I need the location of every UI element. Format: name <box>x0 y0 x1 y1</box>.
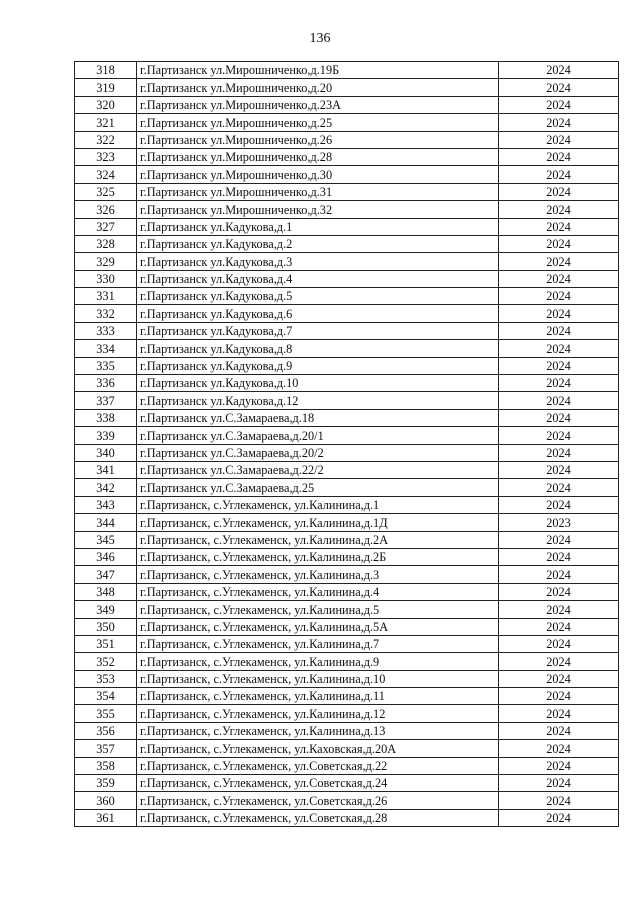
table-row <box>75 392 619 409</box>
year-cell: 2024 <box>499 340 619 357</box>
table-row <box>75 670 619 687</box>
row-number-cell: 359 <box>75 775 137 792</box>
address-cell: г.Партизанск ул.Мирошниченко,д.26 <box>137 131 499 148</box>
table-row <box>75 322 619 339</box>
year-cell: 2024 <box>499 270 619 287</box>
year-cell: 2024 <box>499 131 619 148</box>
year-cell: 2024 <box>499 201 619 218</box>
row-number-cell: 328 <box>75 235 137 252</box>
address-cell: г.Партизанск ул.Мирошниченко,д.28 <box>137 148 499 165</box>
address-cell: г.Партизанск, с.Углекаменск, ул.Калинина,д.3 <box>137 566 499 583</box>
address-cell: г.Партизанск, с.Углекаменск, ул.Калинина,д.4 <box>137 583 499 600</box>
address-cell: г.Партизанск ул.Кадукова,д.9 <box>137 357 499 374</box>
year-cell: 2024 <box>499 688 619 705</box>
row-number-cell: 324 <box>75 166 137 183</box>
address-cell: г.Партизанск ул.Кадукова,д.5 <box>137 288 499 305</box>
address-cell: г.Партизанск ул.Кадукова,д.2 <box>137 235 499 252</box>
address-cell: г.Партизанск, с.Углекаменск, ул.Калинина,д.11 <box>137 688 499 705</box>
table-row <box>75 270 619 287</box>
year-cell: 2024 <box>499 705 619 722</box>
row-number-cell: 318 <box>75 62 137 79</box>
table-row <box>75 531 619 548</box>
year-cell: 2024 <box>499 479 619 496</box>
year-cell: 2024 <box>499 653 619 670</box>
year-cell: 2024 <box>499 618 619 635</box>
row-number-cell: 352 <box>75 653 137 670</box>
year-cell: 2024 <box>499 635 619 652</box>
row-number-cell: 322 <box>75 131 137 148</box>
address-cell: г.Партизанск ул.Кадукова,д.12 <box>137 392 499 409</box>
year-cell: 2024 <box>499 496 619 513</box>
address-cell: г.Партизанск ул.Кадукова,д.6 <box>137 305 499 322</box>
row-number-cell: 357 <box>75 740 137 757</box>
table-row <box>75 375 619 392</box>
row-number-cell: 326 <box>75 201 137 218</box>
table-row <box>75 635 619 652</box>
year-cell: 2024 <box>499 392 619 409</box>
table-row <box>75 461 619 478</box>
address-cell: г.Партизанск ул.Мирошниченко,д.25 <box>137 114 499 131</box>
address-cell: г.Партизанск ул.С.Замараева,д.20/1 <box>137 427 499 444</box>
row-number-cell: 343 <box>75 496 137 513</box>
address-cell: г.Партизанск, с.Углекаменск, ул.Калинина,д.5А <box>137 618 499 635</box>
year-cell: 2024 <box>499 253 619 270</box>
address-cell: г.Партизанск ул.С.Замараева,д.20/2 <box>137 444 499 461</box>
address-cell: г.Партизанск, с.Углекаменск, ул.Калинина,д.13 <box>137 722 499 739</box>
table-row <box>75 253 619 270</box>
year-cell: 2023 <box>499 514 619 531</box>
address-cell: г.Партизанск, с.Углекаменск, ул.Калинина,д.10 <box>137 670 499 687</box>
year-cell: 2024 <box>499 444 619 461</box>
address-cell: г.Партизанск ул.С.Замараева,д.22/2 <box>137 461 499 478</box>
address-cell: г.Партизанск, с.Углекаменск, ул.Калинина,д.7 <box>137 635 499 652</box>
row-number-cell: 351 <box>75 635 137 652</box>
row-number-cell: 321 <box>75 114 137 131</box>
table-row <box>75 479 619 496</box>
year-cell: 2024 <box>499 183 619 200</box>
year-cell: 2024 <box>499 305 619 322</box>
year-cell: 2024 <box>499 722 619 739</box>
row-number-cell: 330 <box>75 270 137 287</box>
row-number-cell: 346 <box>75 548 137 565</box>
table-row <box>75 809 619 826</box>
table-row <box>75 96 619 113</box>
table-row <box>75 114 619 131</box>
year-cell: 2024 <box>499 96 619 113</box>
address-cell: г.Партизанск, с.Углекаменск, ул.Калинина,д.12 <box>137 705 499 722</box>
row-number-cell: 347 <box>75 566 137 583</box>
table-row <box>75 705 619 722</box>
table-row <box>75 131 619 148</box>
address-cell: г.Партизанск, с.Углекаменск, ул.Советская,д.26 <box>137 792 499 809</box>
table-row <box>75 548 619 565</box>
table-row <box>75 148 619 165</box>
table-row <box>75 444 619 461</box>
table-row <box>75 688 619 705</box>
address-cell: г.Партизанск ул.Мирошниченко,д.23А <box>137 96 499 113</box>
row-number-cell: 335 <box>75 357 137 374</box>
address-cell: г.Партизанск, с.Углекаменск, ул.Советская,д.24 <box>137 775 499 792</box>
address-cell: г.Партизанск ул.Кадукова,д.3 <box>137 253 499 270</box>
address-cell: г.Партизанск ул.Кадукова,д.10 <box>137 375 499 392</box>
row-number-cell: 323 <box>75 148 137 165</box>
table-row <box>75 166 619 183</box>
row-number-cell: 320 <box>75 96 137 113</box>
year-cell: 2024 <box>499 792 619 809</box>
table-row <box>75 62 619 79</box>
row-number-cell: 353 <box>75 670 137 687</box>
year-cell: 2024 <box>499 218 619 235</box>
row-number-cell: 333 <box>75 322 137 339</box>
address-table <box>74 61 619 827</box>
row-number-cell: 337 <box>75 392 137 409</box>
row-number-cell: 331 <box>75 288 137 305</box>
year-cell: 2024 <box>499 583 619 600</box>
table-row <box>75 618 619 635</box>
row-number-cell: 338 <box>75 409 137 426</box>
row-number-cell: 319 <box>75 79 137 96</box>
address-cell: г.Партизанск, с.Углекаменск, ул.Калинина,д.1 <box>137 496 499 513</box>
table-row <box>75 496 619 513</box>
year-cell: 2024 <box>499 62 619 79</box>
address-cell: г.Партизанск ул.Мирошниченко,д.31 <box>137 183 499 200</box>
address-cell: г.Партизанск, с.Углекаменск, ул.Калинина,д.2Б <box>137 548 499 565</box>
row-number-cell: 358 <box>75 757 137 774</box>
year-cell: 2024 <box>499 322 619 339</box>
address-cell: г.Партизанск ул.Кадукова,д.7 <box>137 322 499 339</box>
row-number-cell: 339 <box>75 427 137 444</box>
address-cell: г.Партизанск ул.С.Замараева,д.18 <box>137 409 499 426</box>
table-row <box>75 583 619 600</box>
year-cell: 2024 <box>499 531 619 548</box>
year-cell: 2024 <box>499 775 619 792</box>
year-cell: 2024 <box>499 79 619 96</box>
address-cell: г.Партизанск, с.Углекаменск, ул.Каховская,д.20А <box>137 740 499 757</box>
year-cell: 2024 <box>499 601 619 618</box>
address-cell: г.Партизанск, с.Углекаменск, ул.Советская,д.28 <box>137 809 499 826</box>
table-row <box>75 235 619 252</box>
row-number-cell: 356 <box>75 722 137 739</box>
year-cell: 2024 <box>499 235 619 252</box>
year-cell: 2024 <box>499 375 619 392</box>
row-number-cell: 349 <box>75 601 137 618</box>
address-cell: г.Партизанск, с.Углекаменск, ул.Калинина,д.9 <box>137 653 499 670</box>
table-row <box>75 201 619 218</box>
address-cell: г.Партизанск ул.Мирошниченко,д.32 <box>137 201 499 218</box>
year-cell: 2024 <box>499 427 619 444</box>
table-row <box>75 514 619 531</box>
table-row <box>75 357 619 374</box>
page-number: 136 <box>309 31 331 46</box>
table-row <box>75 566 619 583</box>
row-number-cell: 341 <box>75 461 137 478</box>
table-row <box>75 722 619 739</box>
table-row <box>75 340 619 357</box>
table-row <box>75 183 619 200</box>
year-cell: 2024 <box>499 288 619 305</box>
address-cell: г.Партизанск, с.Углекаменск, ул.Калинина,д.2А <box>137 531 499 548</box>
table-row <box>75 218 619 235</box>
address-table-body <box>75 62 619 827</box>
table-row <box>75 288 619 305</box>
year-cell: 2024 <box>499 409 619 426</box>
address-cell: г.Партизанск ул.Кадукова,д.4 <box>137 270 499 287</box>
row-number-cell: 332 <box>75 305 137 322</box>
table-row <box>75 740 619 757</box>
table-row <box>75 427 619 444</box>
table-row <box>75 601 619 618</box>
row-number-cell: 327 <box>75 218 137 235</box>
table-row <box>75 792 619 809</box>
row-number-cell: 354 <box>75 688 137 705</box>
year-cell: 2024 <box>499 357 619 374</box>
year-cell: 2024 <box>499 757 619 774</box>
row-number-cell: 342 <box>75 479 137 496</box>
row-number-cell: 325 <box>75 183 137 200</box>
table-row <box>75 653 619 670</box>
row-number-cell: 340 <box>75 444 137 461</box>
year-cell: 2024 <box>499 566 619 583</box>
address-cell: г.Партизанск ул.Мирошниченко,д.19Б <box>137 62 499 79</box>
address-cell: г.Партизанск ул.Мирошниченко,д.20 <box>137 79 499 96</box>
table-row <box>75 409 619 426</box>
address-cell: г.Партизанск ул.Кадукова,д.8 <box>137 340 499 357</box>
row-number-cell: 345 <box>75 531 137 548</box>
address-cell: г.Партизанск ул.Кадукова,д.1 <box>137 218 499 235</box>
year-cell: 2024 <box>499 166 619 183</box>
row-number-cell: 348 <box>75 583 137 600</box>
row-number-cell: 336 <box>75 375 137 392</box>
address-cell: г.Партизанск ул.Мирошниченко,д.30 <box>137 166 499 183</box>
row-number-cell: 350 <box>75 618 137 635</box>
address-cell: г.Партизанск, с.Углекаменск, ул.Калинина,д.5 <box>137 601 499 618</box>
year-cell: 2024 <box>499 740 619 757</box>
row-number-cell: 329 <box>75 253 137 270</box>
year-cell: 2024 <box>499 548 619 565</box>
row-number-cell: 355 <box>75 705 137 722</box>
year-cell: 2024 <box>499 809 619 826</box>
table-row <box>75 775 619 792</box>
address-cell: г.Партизанск, с.Углекаменск, ул.Калинина,д.1Д <box>137 514 499 531</box>
table-row <box>75 79 619 96</box>
row-number-cell: 344 <box>75 514 137 531</box>
address-cell: г.Партизанск, с.Углекаменск, ул.Советская,д.22 <box>137 757 499 774</box>
table-row <box>75 757 619 774</box>
year-cell: 2024 <box>499 461 619 478</box>
address-cell: г.Партизанск ул.С.Замараева,д.25 <box>137 479 499 496</box>
row-number-cell: 360 <box>75 792 137 809</box>
year-cell: 2024 <box>499 670 619 687</box>
table-row <box>75 305 619 322</box>
row-number-cell: 361 <box>75 809 137 826</box>
year-cell: 2024 <box>499 114 619 131</box>
year-cell: 2024 <box>499 148 619 165</box>
row-number-cell: 334 <box>75 340 137 357</box>
